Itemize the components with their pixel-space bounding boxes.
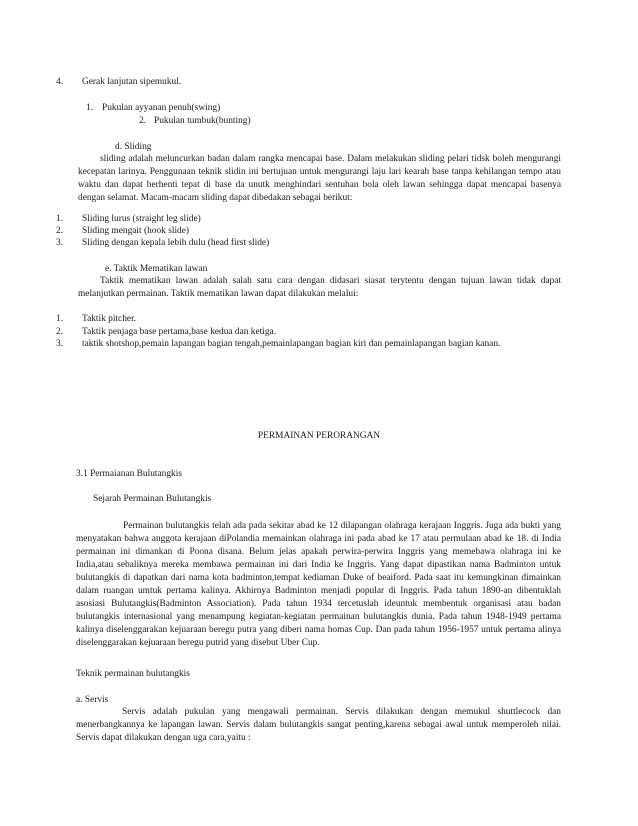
list-item-text: Sliding mengait (hook slide) <box>82 226 190 236</box>
sub-list-item-text: Pukulan ayyanan penuh(swing) <box>102 103 221 113</box>
list-item-text: Sliding dengan kepala lebih dulu (head first slide) <box>82 238 270 248</box>
sejarah-heading: Sejarah Permainan Bulutangkis <box>93 494 212 504</box>
list-item-text: Gerak lanjutan sipemukul. <box>82 77 182 87</box>
list-number: 1. <box>56 314 64 324</box>
section-title: PERMAINAN PERORANGAN <box>257 431 381 441</box>
section-heading-taktik: e. Taktik Mematikan lawan <box>105 264 208 274</box>
sub-section-title: 3.1 Permaianan Bulutangkis <box>76 469 182 479</box>
servis-paragraph: Servis adalah pukulan yang mengawali permainan. Servis dilakukan dengan memukul shuttlecock dan menerbangkannya ke lapangan lawan. Servis dalam bulutangkis sangat penting,karena sebagai awal untuk memperoleh nilai. Servis dapat dilakukan dengan uga cara,yaitu : <box>76 707 561 743</box>
teknik-heading: Teknik permainan bulutangkis <box>76 669 190 679</box>
sliding-paragraph: sliding adalah meluncurkan badan dalam rangka mencapai base. Dalam melakukan sliding pelari tidsk boleh mengurangi kecepatan larinya. Penggunaan teknik slidin ini bertujuan untuk mengurangi laju lari kearah base tanpa kehilangan tempo atau waktu dan dapat berhenti tepat di base da unutk menghindari sentuhan bola oleh lawan sehingga dapat mencapai basenya dengan selamat. Macam-macam sliding dapat dibedakan sebagai berikut: <box>78 154 561 203</box>
list-item-text: Taktik pitcher. <box>82 314 137 324</box>
list-number: 3. <box>56 339 64 349</box>
list-number: 3. <box>56 238 64 248</box>
list-number: 2. <box>56 226 64 236</box>
list-item-text: Taktik penjaga base pertama,base kedua dan ketiga. <box>82 327 277 337</box>
list-item-text: Sliding lurus (straight leg slide) <box>82 214 201 224</box>
section-heading-sliding: d. Sliding <box>115 142 152 152</box>
list-item-text: taktik shotshop,pemain lapangan bagian tengah,pemainlapangan bagian kiri dan pemainlapangan bagian kanan. <box>82 339 501 349</box>
sub-list-number: 2. <box>139 116 147 126</box>
list-number: 1. <box>56 214 64 224</box>
list-number: 2. <box>56 327 64 337</box>
sejarah-paragraph: Permainan bulutangkis telah ada pada sekitar abad ke 12 dilapangan olahraga kerajaan Inggris. Juga ada bukti yang menyatakan bahwa anggota kerajaan diPolandia memainkan olahraga ini pada abad ke 17 atau permulaan abad ke 18. di India permainan ini dimankan di Poona disana. Belum jelas apakah perwira-perwira Inggris yang memebawa olahraga ini ke India,atau sebaliknya mereka membawa permainan ini dari India ke Inggris. Yang dapat dipastikan nama Badminton untuk bulutangkis di dapatkan dari nama kota badminton,tempat kediaman Duke of beaiford. Pada saat itu kemungkinan dimainkan dalam ruangan umtuk pertama kalinya. Akhirnya Badminton menjadi popular di Inggris. Pada tahun 1890-an dibentuklah asosiasi Bulutangkis(Badminton Association). Pada tahun 1934 tercetuslah ideuntuk membentuk organisasi atau badan bulutangkis internasional yang menampung kegiatan-kegiatan permainan bulutangkis dunia. Pada tahun 1948-1949 pertama kalinya diselenggarakan kejuaraan beregu putra yang diberi nama homas Cup. Dan pada tahun 1956-1957 untuk pertama alinya diselenggarakan kejuaraan beregu putrid yang disebut Uber Cup. <box>76 521 561 648</box>
servis-heading: a. Servis <box>76 695 109 705</box>
list-number: 4. <box>56 77 64 87</box>
sub-list-number: 1. <box>86 103 94 113</box>
taktik-paragraph: Taktik mematikan lawan adalah salah satu cara dengan didasari siasat terytentu dengan tujuan lawan tidak dapat melanjutkan permainan. Taktik mematikan lawan dapat dilakukan melalui: <box>78 276 561 299</box>
sub-list-item-text: Pukulan tumbuk(bunting) <box>154 116 251 126</box>
